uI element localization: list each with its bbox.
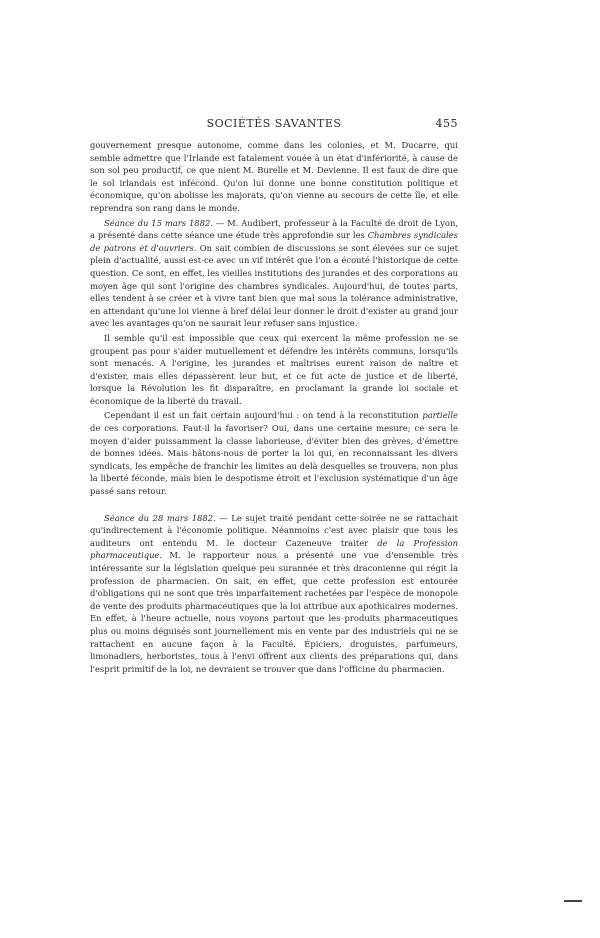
- body-text: [90, 139, 458, 675]
- scan-edge-mark: [564, 900, 582, 902]
- paragraph-text: — M. Audibert, professeur à la Faculté de droit de Lyon, a présenté dans cette séance une étude très approfondie sur les: [90, 217, 459, 241]
- lecture-title: Chambres syndicales de patrons et d'ouvriers.: [90, 230, 458, 253]
- paragraph-text: M. le rapporteur nous a présenté une vue d'ensemble très intéressante sur la législation quelque peu surannée et très draconienne qui régit la profession de pharmacien. On sait, en effet, que cette profession est entourée d'obligations qui ne sont que très imparfaitement rachetées par l'espèce de monopole de vente des produits pharmaceutiques que la loi attribue aux apothicaires modernes. En effet, à l'heure actuelle, nous voyons partout que les produits pharmaceutiques plus ou moins déguisés sont journellement mis en vente par des industriels qui ne se rattachent en aucune façon à la Faculté. Épiciers, droguistes, parfumeurs, limonadiers, herboristes, tous à l'envi offrent aux clients des préparations qui, dans l'esprit primitif de la loi, ne devraient se trouver que dans l'officine du pharmacien.: [90, 550, 458, 674]
- paragraph-seance-15-mars: [90, 217, 458, 330]
- paragraph-reconstitution: [90, 409, 458, 497]
- session-date: Séance du 15 mars 1882.: [104, 217, 213, 228]
- page-number: 455: [435, 117, 458, 130]
- paragraph-text: On sait combien de discussions se sont élevées sur ce sujet plein d'actualité, aussi est-ce avec un vif intérêt que l'on a écouté l'historique de cette question. Ce sont, en effet, les vieilles institutions des jurandes et des corporations au moyen âge qui sont l'origine des chambres syndicales. Aujourd'hui, de toutes parts, elles tendent à se créer et à vivre tant bien que mal sous la tolérance administrative, en attendant qu'une loi vienne à bref délai leur donner le droit d'exister au grand jour avec les avantages qu'on ne saurait leur refuser sans injustice.: [90, 242, 458, 329]
- running-title: SOCIÉTÉS SAVANTES: [206, 117, 342, 130]
- emphasis-word: partielle: [422, 410, 458, 421]
- lecture-title: de la Profession pharmaceutique.: [90, 537, 458, 561]
- paragraph-text: — Le sujet traité pendant cette soirée ne se rattachait qu'indirectement à l'économie politique. Néanmoins c'est avec plaisir que tous les auditeurs ont entendu M. le docteur Cazeneuve traiter: [90, 512, 459, 548]
- paragraph-seance-28-mars: [90, 512, 458, 676]
- session-date: Séance du 28 mars 1882.: [104, 512, 216, 523]
- paragraph-professions: Il semble qu'il est impossible que ceux qui exercent la même profession ne se groupent pas pour s'aider mutuellement et défendre les intérêts communs, lorsqu'ils sont menacés. A l'origine, les jurandes et maîtrises eurent raison de naître et d'exister, mais elles dépassèrent leur but, et ce fut acte de justice et de liberté, lorsque la Révolution les fit disparaître, en proclamant la grande loi sociale et économique de la liberté du travail.: [90, 332, 458, 406]
- paragraph-text: Cependant il est un fait certain aujourd'hui : on tend à la reconstitution: [104, 410, 423, 421]
- paragraph-continuation: gouvernement presque autonome, comme dans les colonies, et M. Ducarre, qui semble admettre que l'Irlande est fatalement vouée à un état d'infériorité, à cause de son sol peu productif, ce que nient M. Burelle et M. Devienne. Il est faux de dire que le sol irlandais est infécond. Qu'on lui donne une bonne constitution politique et économique, qu'on abolisse les majorats, qu'on vienne au secours de cette île, et elle reprendra son rang dans le monde.: [90, 140, 458, 213]
- paragraph-text: de ces corporations. Faut-il la favoriser? Oui, dans une certaine mesure; ce sera le moyen d'aider puissamment la classe laborieuse, d'éviter bien des grèves, d'émettre de bonnes idées. Mais hâtons-nous de porter la loi qui, en reconnaissant les divers syndicats, les empêche de franchir les limites au delà desquelles se trouvera, non plus la liberté féconde, mais bien le despotisme étroit et l'exclusion systématique d'un âge passé sans retour.: [90, 423, 458, 497]
